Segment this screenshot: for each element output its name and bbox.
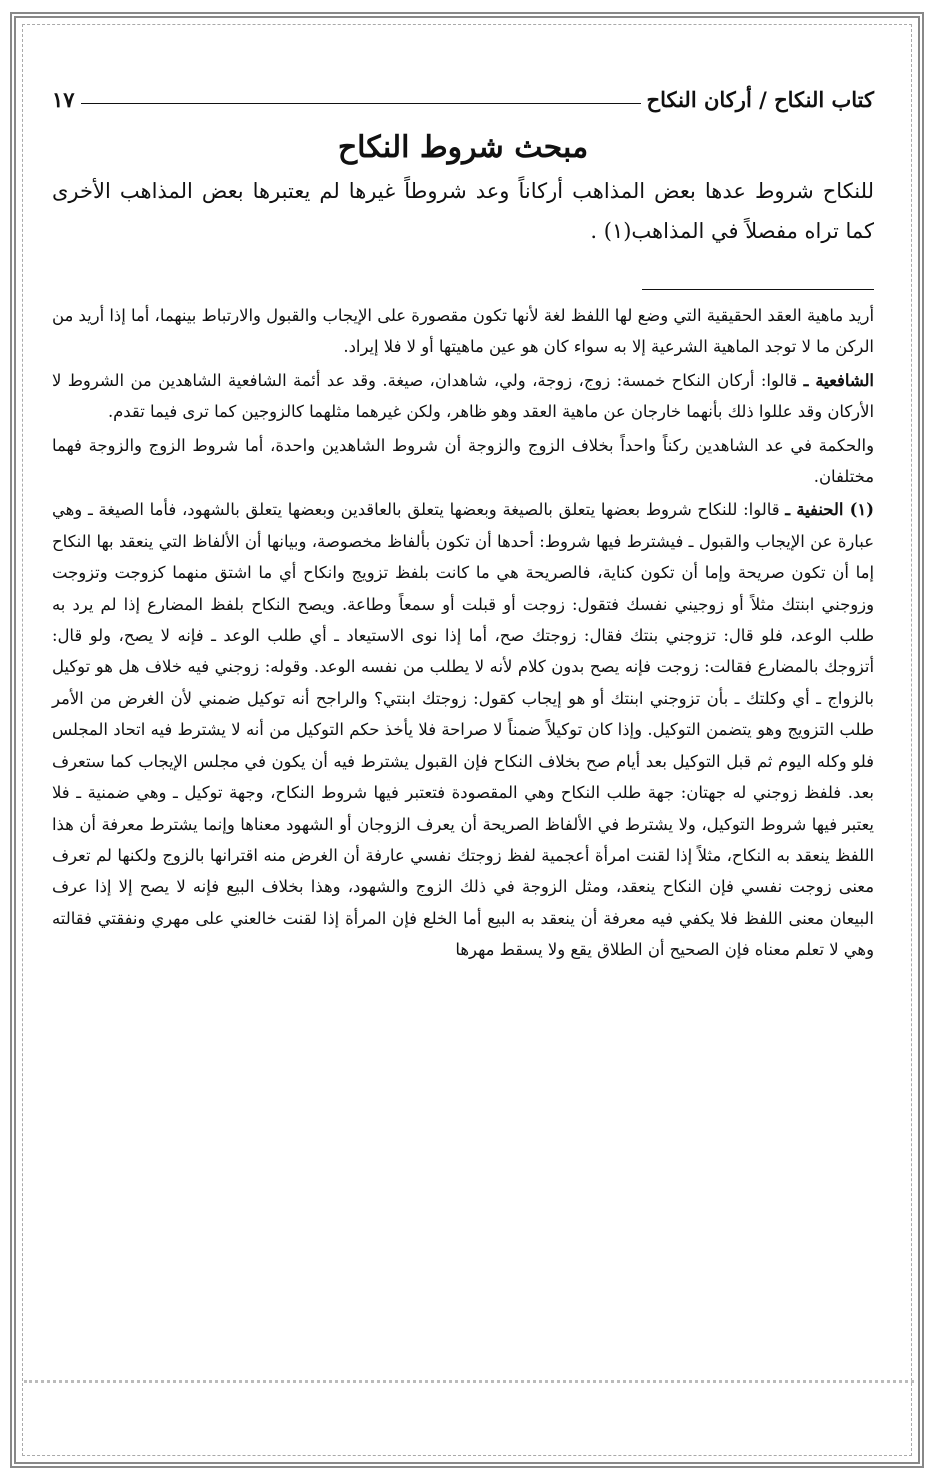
footnote-paragraph bbox=[52, 494, 874, 965]
footnote-lead: الشافعية ـ bbox=[803, 370, 874, 390]
header-rule bbox=[81, 103, 641, 104]
footnote-lead: (١) الحنفية ـ bbox=[785, 500, 874, 520]
page-number: ١٧ bbox=[52, 87, 75, 112]
bottom-ornament bbox=[24, 1380, 914, 1389]
chapter-title: مبحث شروط النكاح bbox=[337, 130, 589, 165]
footnote-paragraph bbox=[52, 300, 874, 363]
footnote-text: قالوا: للنكاح شروط بعضها يتعلق بالصيغة وبعضها يتعلق بالعاقدين وبعضها يتعلق بالشهود، فأما الصيغة ـ وهي عبارة عن الإيجاب والقبول ـ فيشترط فيها شروط: أحدها أن تكون بألفاظ مخصوصة، وبيانها أن الألفاظ التي ينعقد بها النكاح إما أن تكون صريحة وإما أن تكون كناية، فالصريحة هي ما كانت بلفظ تزويج وانكاح أي ما اشتق منهما كزوجت وتزوجت وزوجني ابنتك مثلاً أو زوجيني نفسك فتقول: زوجت أو قبلت أو سمعاً وطاعة. ويصح النكاح بلفظ المضارع إذا لم يرد به طلب الوعد، فلو قال: تزوجني بنتك فقال: زوجتك صح، أما إذا نوى الاستيعاد ـ أي طلب الوعد ـ فإنه لا يصح، ولو قال: أتزوجك بالمضارع فقالت: زوجت فإنه يصح بدون كلام لأنه لا يطلب من نفسه الوعد. وقوله: زوجني فيه خلاف هل هو توكيل بالزواج ـ أي وكلتك ـ بأن تزوجني ابنتك أو هو إيجاب كقول: زوجتك ابنتي؟ والراجح أنه توكيل ضمني لأن الغرض من الأمر طلب التزويج وهو يتضمن التوكيل. وإذا كان توكيلاً ضمناً لا صراحة فلا يأخذ حكم التوكيل من أنه لا يشترط فيه اتحاد المجلس فلو وكله اليوم ثم قبل التوكيل بعد أيام صح بخلاف النكاح فإن القبول يشترط فيه أن يكون في مجلس الإيجاب كما ستعرف بعد. فلفظ زوجني له جهتان: جهة طلب النكاح وهي المقصودة فتعتبر فيها شروط النكاح، وجهة توكيل ـ وهي ضمنية ـ فلا يعتبر فيها شروط التوكيل، ولا يشترط في الألفاظ الصريحة أن يعرف الزوجان أو الشهود معناها وإنما يشترط معرفة أن هذا اللفظ ينعقد به النكاح، مثلاً إذا لقنت امرأة أعجمية لفظ زوجتك نفسي عارفة أن الغرض منه اقترانها بالزوج ولكنها لم تعرف معنى زوجت نفسي فإن النكاح ينعقد، ومثل الزوجة في ذلك الزوج والشهود، وهذا بخلاف البيع فإنه لا يصح إلا إذا عرف البيعان معنى اللفظ فلا يكفي فيه معرفة أن ينعقد به البيع أما الخلع فإن المرأة إذا لقنت خالعني على مهري ونفقتي فقالته وهي لا تعلم معناه فإن الصحيح أن الطلاق يقع ولا يسقط مهرها bbox=[52, 500, 874, 960]
footnote-text: قالوا: أركان النكاح خمسة: زوج، زوجة، ولي، شاهدان، صيغة. وقد عد أئمة الشافعية الشاهدين من الشروط لا الأركان وقد عللوا ذلك بأنهما خارجان عن ماهية العقد وهو ظاهر، ولكن غيرهما مثلهما كالزوجين كما ترى فيما تقدم. bbox=[52, 370, 874, 422]
footnote-paragraph bbox=[52, 430, 874, 493]
book-page bbox=[52, 78, 874, 968]
footnotes bbox=[52, 300, 874, 966]
running-title: كتاب النكاح / أركان النكاح bbox=[646, 87, 874, 112]
footnote-text: أريد ماهية العقد الحقيقية التي وضع لها اللفظ لغة لأنها تكون مقصورة على الإيجاب والقبول والارتباط بينهما، أما إذا أريد من الركن ما لا توجد الماهية الشرعية إلا به سواء كان هو عين ماهيتها أو لا فلا إيراد. bbox=[52, 306, 874, 357]
running-header bbox=[52, 78, 874, 112]
footnote-text: والحكمة في عد الشاهدين ركناً واحداً بخلاف الزوج والزوجة أن شروط الشاهدين واحدة، أما شروط الزوج والزوجة فهما مختلفان. bbox=[52, 435, 874, 487]
footnote-separator bbox=[642, 289, 874, 290]
footnote-paragraph bbox=[52, 365, 874, 428]
intro-paragraph: للنكاح شروط عدها بعض المذاهب أركاناً وعد شروطاً غيرها لم يعتبرها بعض المذاهب الأخرى كما تراه مفصلاً في المذاهب(١) . bbox=[52, 179, 874, 243]
